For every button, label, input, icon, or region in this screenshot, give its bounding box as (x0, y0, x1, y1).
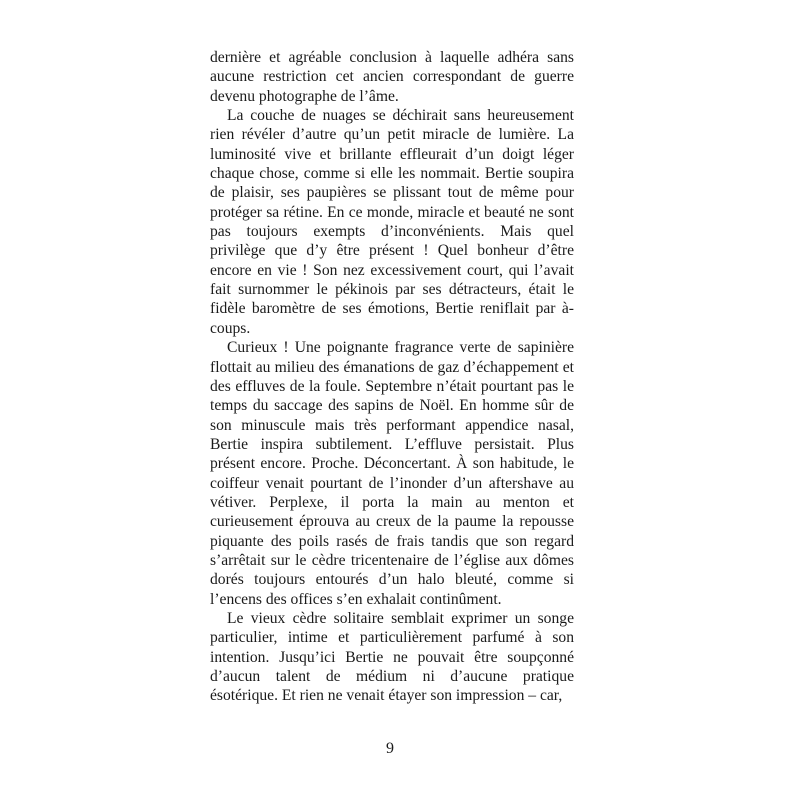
paragraph-2: La couche de nuages se déchirait sans heureusement rien révéler d’autre qu’un petit miracle de lumière. La luminosité vive et brillante effleurait d’un doigt léger chaque chose, comme si elle les nommait. Bertie soupira de plaisir, ses paupières se plissant tout de même pour protéger sa rétine. En ce monde, miracle et beauté ne sont pas toujours exempts d’inconvénients. Mais quel privilège que d’y être présent ! Quel bonheur d’être encore en vie ! Son nez excessivement court, qui l’avait fait surnommer le pékinois par ses détracteurs, était le fidèle baromètre de ses émotions, Bertie reniflait par à-coups. (210, 107, 574, 337)
text-column (210, 48, 574, 706)
paragraph-3: Curieux ! Une poignante fragrance verte de sapinière flottait au milieu des émanations de gaz d’échappement et des effluves de la foule. Septembre n’était pourtant pas le temps du saccage des sapins de Noël. En homme sûr de son minuscule mais très performant appendice nasal, Bertie inspira subtilement. L’effluve persistait. Plus présent encore. Proche. Déconcertant. À son habitude, le coiffeur venait pourtant de l’inonder d’un aftershave au vétiver. Perplexe, il porta la main au menton et curieusement éprouva au creux de la paume la repousse piquante des poils rasés de frais tandis que son regard s’arrêtait sur le cèdre tricentenaire de l’église aux dômes dorés toujours entourés d’un halo bleuté, comme si l’encens des offices s’en exhalait continûment. (210, 339, 574, 608)
page-number: 9 (386, 740, 394, 757)
paragraph-4: Le vieux cèdre solitaire semblait exprimer un songe particulier, intime et particulièrement parfumé à son intention. Jusqu’ici Bertie ne pouvait être soupçonné d’aucun talent de médium ni d’aucune pratique ésotérique. Et rien ne venait étayer son impression – car, (210, 609, 574, 705)
paragraph-1: dernière et agréable conclusion à laquelle adhéra sans aucune restriction cet ancien correspondant de guerre devenu photographe de l’âme. (210, 49, 574, 105)
